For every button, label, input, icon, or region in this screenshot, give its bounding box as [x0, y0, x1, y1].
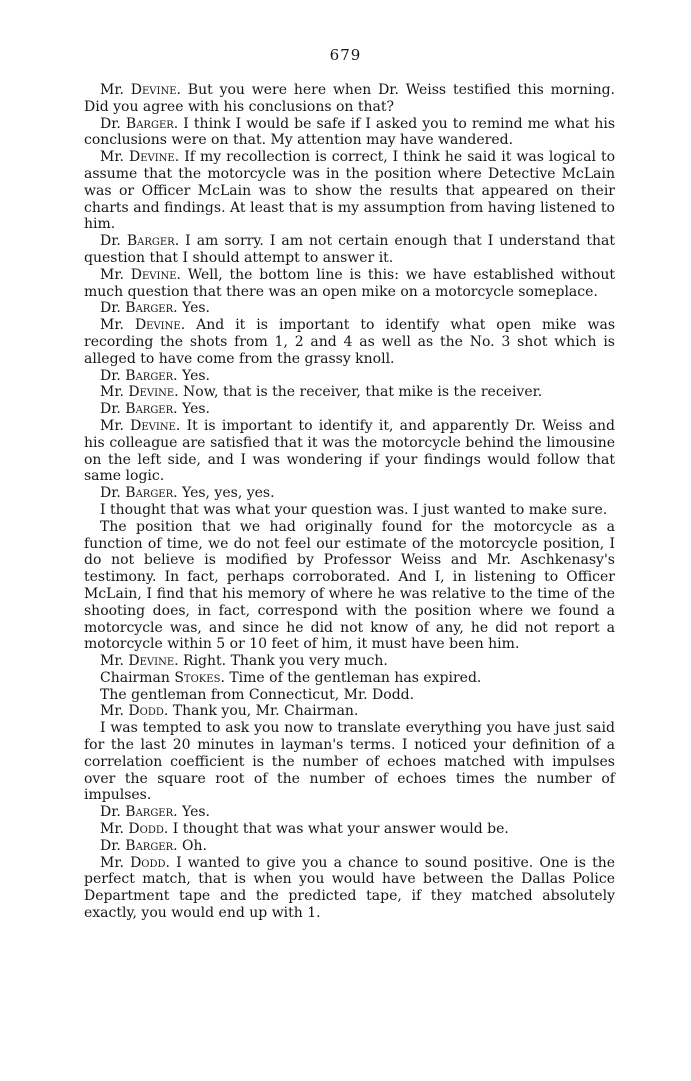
speaker-name: Mr. Dodd [100, 821, 164, 838]
paragraph: Mr. Dodd. Thank you, Mr. Chairman. [100, 703, 359, 720]
paragraph: Mr. Devine. Well, the bottom line is this: we have established without much question that there was an open mike on a motorcycle someplace. [84, 266, 615, 300]
speaker-name: Dr. Barger [100, 485, 174, 502]
paragraph: Dr. Barger. I am sorry. I am not certain enough that I understand that question that I should attempt to answer it. [84, 233, 616, 266]
speaker-name: Dr. Barger [100, 367, 174, 384]
speaker-name: Dr. Barger [100, 115, 174, 132]
paragraph: Mr. Devine. But you were here when Dr. Weiss testified this morning. Did you agree with his conclusions on that? [84, 82, 616, 115]
speaker-name: Chairman Stokes [100, 669, 221, 686]
paragraph: I was tempted to ask you now to translate everything you have just said for the last 20 minutes in layman's terms. I noticed your definition of a correlation coefficient is the number of echoes matched with impulses over the square root of the number of echoes times the number of impulses. [84, 720, 615, 804]
paragraph: Mr. Devine. It is important to identify it, and apparently Dr. Weiss and his colleague are satisfied that it was the motorcycle behind the limousine on the left side, and I was wondering if your findings would follow that same logic. [84, 417, 615, 485]
speaker-name: Mr. Dodd [100, 854, 166, 871]
speaker-name: Mr. Devine [100, 82, 177, 98]
paragraph: Mr. Devine. Now, that is the receiver, that mike is the receiver. [100, 384, 543, 401]
speaker-name: Mr. Devine [100, 417, 176, 434]
paragraph: The gentleman from Connecticut, Mr. Dodd. [100, 686, 415, 703]
speaker-name: Dr. Barger [100, 804, 174, 821]
speaker-name: Mr. Dodd [100, 703, 164, 720]
paragraph: Mr. Dodd. I thought that was what your answer would be. [100, 821, 509, 838]
speaker-name: Mr. Devine [100, 266, 177, 283]
paragraph: The position that we had originally found for the motorcycle as a function of time, we do not feel our estimate of the motorcycle position, I do not believe is modified by Professor Weiss and Mr. Aschkenasy's testimony. In fact, perhaps corroborated. And I, in listening to Officer McLain, I find that his memory of where he was relative to the time of the shooting does, in fact, correspond with the position where we found a motorcycle was, and since he did not know of any, he did not report a motorcycle within 5 or 10 feet of him, it must have been him. [84, 518, 615, 653]
paragraph: Mr. Devine. If my recollection is correct, I think he said it was logical to assume that the motorcycle was in the position where Detective McLain was or Officer McLain was to show the results that appeared on their charts and findings. At least that is my assumption from having listened to him. [84, 149, 616, 233]
paragraph: Dr. Barger. Yes. [100, 367, 210, 384]
speaker-name: Mr. Devine [100, 317, 181, 334]
paragraph: Dr. Barger. Yes, yes, yes. [100, 485, 275, 502]
paragraph: Mr. Dodd. I wanted to give you a chance to sound positive. One is the perfect match, that is when you would have between the Dallas Police Department tape and the predicted tape, if they matched absolutely exactly, you would end up with 1. [84, 854, 616, 922]
speaker-name: Mr. Devine [100, 149, 175, 166]
paragraph: Chairman Stokes. Time of the gentleman has expired. [100, 669, 482, 686]
speaker-name: Dr. Barger [100, 837, 174, 854]
speaker-name: Dr. Barger [100, 401, 174, 418]
speaker-name: Mr. Devine [100, 653, 175, 670]
paragraph: I thought that was what your question was. I just wanted to make sure. [100, 501, 608, 518]
paragraph: Mr. Devine. And it is important to identify what open mike was recording the shots from 1, 2 and 4 as well as the No. 3 shot which is alleged to have come from the grassy knoll. [84, 317, 616, 367]
speaker-name: Dr. Barger [100, 233, 175, 250]
paragraph: Dr. Barger. Yes. [100, 804, 210, 821]
paragraph: Mr. Devine. Right. Thank you very much. [100, 653, 388, 670]
transcript-body [84, 82, 615, 922]
speaker-name: Dr. Barger [100, 300, 174, 317]
paragraph: Dr. Barger. I think I would be safe if I asked you to remind me what his conclusions were on that. My attention may have wandered. [84, 115, 616, 149]
paragraph: Dr. Barger. Yes. [100, 300, 210, 317]
paragraph: Dr. Barger. Oh. [100, 837, 207, 854]
page-number: 679 [329, 46, 362, 64]
speaker-name: Mr. Devine [100, 384, 175, 401]
paragraph: Dr. Barger. Yes. [100, 401, 210, 418]
